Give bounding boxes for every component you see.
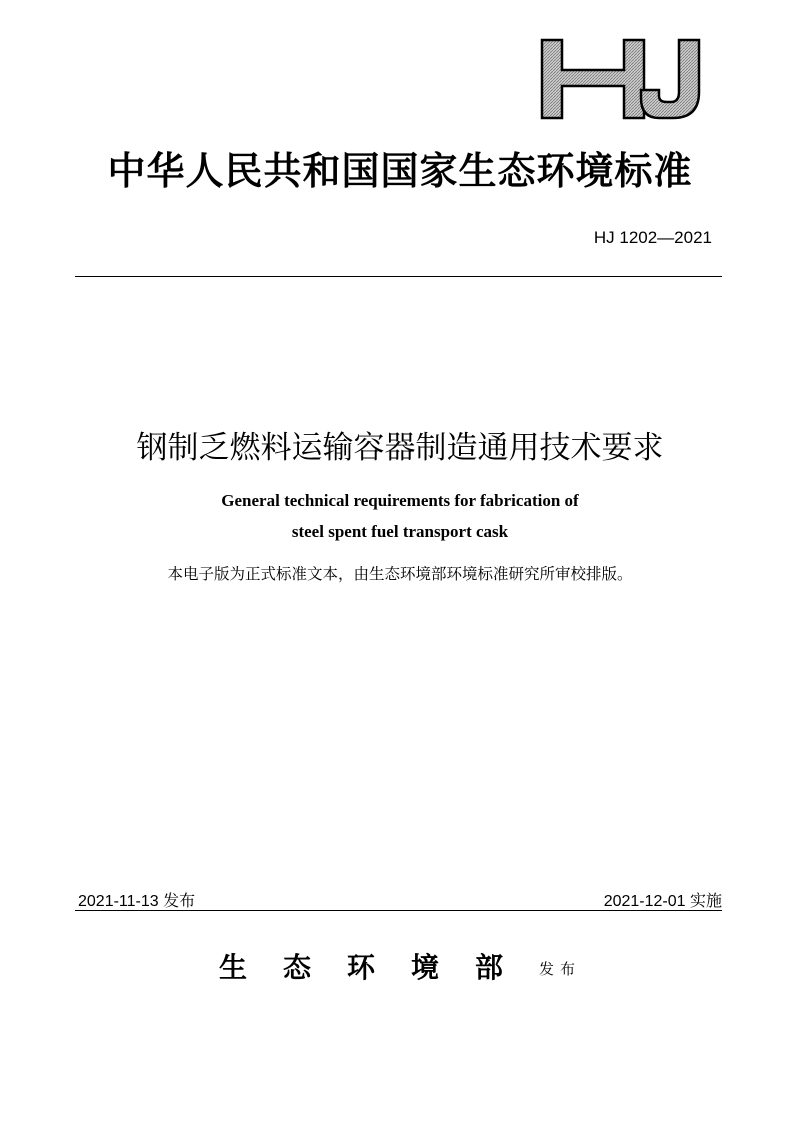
header-divider: [75, 276, 722, 277]
hj-logo: [538, 38, 703, 120]
publisher-name: 生态环境部: [218, 951, 539, 984]
standard-code: HJ 1202—2021: [593, 228, 712, 247]
edition-note: 本电子版为正式标准文本，由生态环境部环境标准研究所审校排版。: [167, 565, 633, 583]
publisher-line: [0, 946, 800, 986]
issue-date: 2021-11-13 发布: [78, 893, 196, 910]
document-title-en-line1: General technical requirements for fabrication of: [221, 491, 579, 510]
footer-divider: [75, 910, 722, 911]
org-title: 中华人民共和国国家生态环境标准: [107, 148, 693, 193]
document-title-cn: 钢制乏燃料运输容器制造通用技术要求: [136, 430, 664, 466]
publish-label: 发布: [539, 960, 582, 978]
document-title-en-line2: steel spent fuel transport cask: [291, 522, 509, 541]
implementation-date: 2021-12-01 实施: [603, 893, 722, 910]
hj-logo-graphic: [538, 38, 703, 120]
